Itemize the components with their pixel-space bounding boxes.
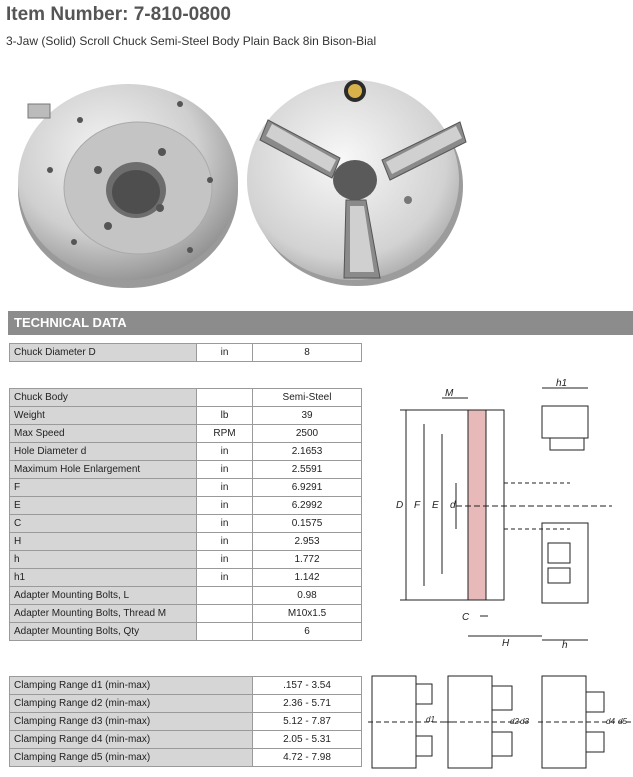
cell-value: 2.36 - 5.71 (253, 695, 362, 713)
table-row (10, 479, 362, 497)
cell-value: 4.72 - 7.98 (253, 749, 362, 767)
table-row (10, 749, 362, 767)
cell-unit: lb (197, 407, 253, 425)
table-row (10, 533, 362, 551)
table-row (10, 407, 362, 425)
cell-label: Adapter Mounting Bolts, L (10, 587, 197, 605)
cell-value: 2.5591 (253, 461, 362, 479)
table-row (10, 587, 362, 605)
cell-unit (197, 587, 253, 605)
cell-unit: in (197, 569, 253, 587)
table-row (10, 731, 362, 749)
cell-value: 0.98 (253, 587, 362, 605)
label-d5: d5 (618, 717, 627, 726)
cell-label: h1 (10, 569, 197, 587)
cell-unit: RPM (197, 425, 253, 443)
cell-unit: in (197, 344, 253, 362)
cell-label: Adapter Mounting Bolts, Qty (10, 623, 197, 641)
label-h1: h1 (556, 378, 568, 389)
cell-value: 6 (253, 623, 362, 641)
cell-label: h (10, 551, 197, 569)
table-row (10, 389, 362, 407)
cell-value: 6.9291 (253, 479, 362, 497)
table-row (10, 569, 362, 587)
cell-unit: in (197, 479, 253, 497)
cell-label: H (10, 533, 197, 551)
table-row (10, 713, 362, 731)
cell-label: Chuck Diameter D (10, 344, 197, 362)
cell-label: Hole Diameter d (10, 443, 197, 461)
cell-label: C (10, 515, 197, 533)
cell-unit: in (197, 515, 253, 533)
cell-label: F (10, 479, 197, 497)
label-F: F (414, 500, 421, 511)
clamping-range-table (9, 676, 362, 767)
cell-label: Clamping Range d5 (min-max) (10, 749, 253, 767)
cell-value: 8 (253, 344, 362, 362)
cell-value: 2.1653 (253, 443, 362, 461)
page-title: Item Number: 7-810-0800 (6, 4, 231, 25)
cell-value: 5.12 - 7.87 (253, 713, 362, 731)
chuck-diameter-table (9, 343, 362, 362)
cell-value: 2.05 - 5.31 (253, 731, 362, 749)
cell-value: 1.772 (253, 551, 362, 569)
table-row (10, 425, 362, 443)
label-d4: d4 (606, 717, 615, 726)
table-row (10, 677, 362, 695)
cell-value: 1.142 (253, 569, 362, 587)
cell-unit: in (197, 551, 253, 569)
clamping-range-drawing (368, 670, 632, 774)
cell-value: 0.1575 (253, 515, 362, 533)
cell-label: Max Speed (10, 425, 197, 443)
cell-label: Clamping Range d1 (min-max) (10, 677, 253, 695)
label-M: M (445, 388, 454, 399)
cell-value: .157 - 3.54 (253, 677, 362, 695)
cell-unit (197, 623, 253, 641)
cell-unit (197, 605, 253, 623)
table-row (10, 497, 362, 515)
cell-unit: in (197, 533, 253, 551)
cell-unit: in (197, 497, 253, 515)
chuck-spec-table (9, 388, 362, 641)
label-d1: d1 (426, 715, 435, 724)
dimension-drawing (370, 378, 632, 650)
cell-value: 2.953 (253, 533, 362, 551)
cell-value: 2500 (253, 425, 362, 443)
label-d: d (450, 500, 456, 511)
cell-value: 39 (253, 407, 362, 425)
table-row (10, 623, 362, 641)
label-d2: d2 (510, 717, 519, 726)
table-row (10, 443, 362, 461)
technical-data-header: TECHNICAL DATA (8, 311, 633, 335)
product-subtitle: 3-Jaw (Solid) Scroll Chuck Semi-Steel Body Plain Back 8in Bison-Bial (6, 34, 377, 48)
product-photos (10, 60, 470, 290)
cell-label: Chuck Body (10, 389, 197, 407)
table-row (10, 461, 362, 479)
table-row (10, 551, 362, 569)
cell-value: 6.2992 (253, 497, 362, 515)
cell-label: Adapter Mounting Bolts, Thread M (10, 605, 197, 623)
table-row (10, 605, 362, 623)
cell-label: E (10, 497, 197, 515)
label-d3: d3 (520, 717, 529, 726)
label-h: h (562, 640, 568, 650)
cell-label: Weight (10, 407, 197, 425)
table-row (10, 515, 362, 533)
label-E: E (432, 500, 439, 511)
cell-value: Semi-Steel (253, 389, 362, 407)
label-C: C (462, 612, 470, 623)
cell-label: Clamping Range d4 (min-max) (10, 731, 253, 749)
chuck-front-photo (247, 80, 466, 286)
chuck-back-photo (18, 84, 238, 288)
label-D: D (396, 500, 404, 511)
table-row (10, 344, 362, 362)
cell-label: Clamping Range d2 (min-max) (10, 695, 253, 713)
cell-value: M10x1.5 (253, 605, 362, 623)
cell-unit (197, 389, 253, 407)
cell-unit: in (197, 443, 253, 461)
table-row (10, 695, 362, 713)
cell-label: Maximum Hole Enlargement (10, 461, 197, 479)
label-H: H (502, 638, 510, 649)
cell-unit: in (197, 461, 253, 479)
cell-label: Clamping Range d3 (min-max) (10, 713, 253, 731)
